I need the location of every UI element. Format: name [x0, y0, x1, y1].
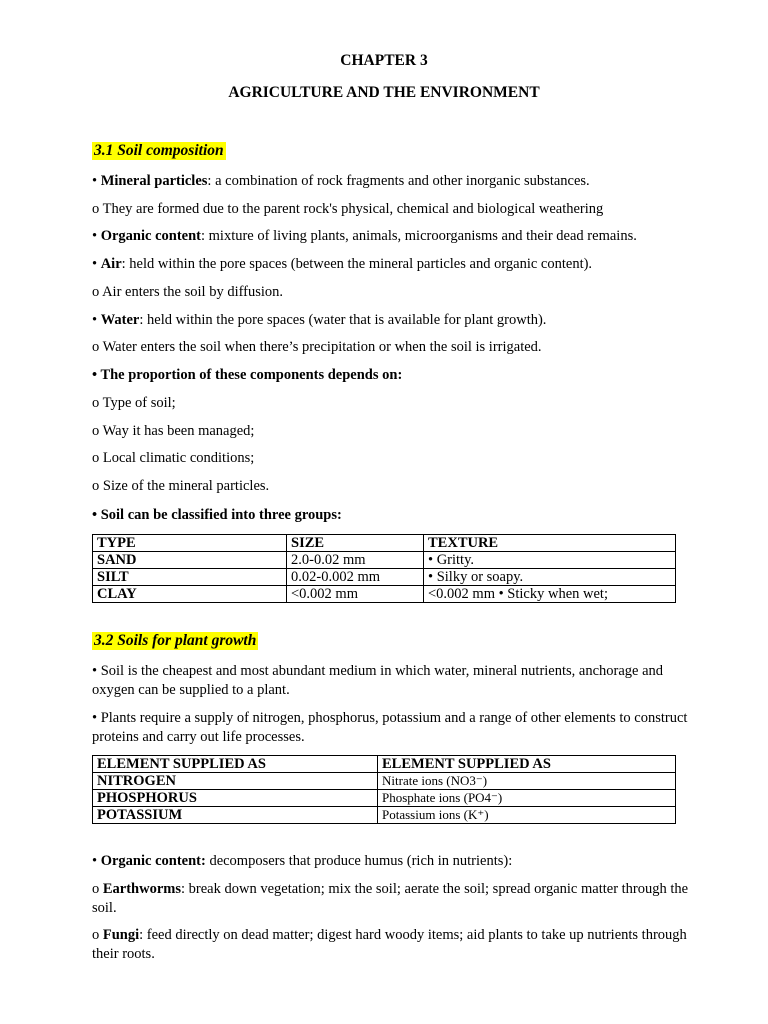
- bullet-mineral-particles: • Mineral particles: a combination of rock fragments and other inorganic substances.: [92, 173, 590, 189]
- sub-earthworms: o Earthworms: break down vegetation; mix the soil; aerate the soil; spread organic matter through the soil.: [92, 881, 689, 916]
- term-label: Air: [100, 256, 122, 272]
- term-text: : a combination of rock fragments and other inorganic substances.: [207, 173, 590, 189]
- column-header: ELEMENT SUPPLIED AS: [378, 756, 676, 773]
- term-label: Fungi: [102, 927, 140, 943]
- table-cell: PHOSPHORUS: [93, 790, 378, 807]
- classified-label: • Soil can be classified into three groups:: [92, 507, 342, 523]
- factor-item: o Local climatic conditions;: [92, 450, 255, 466]
- term-text: : break down vegetation; mix the soil; aerate the soil; spread organic matter through the soil.: [92, 881, 689, 916]
- table-cell: Phosphate ions (PO4⁻): [378, 790, 676, 807]
- term-label: Organic content: [100, 228, 201, 244]
- column-header: TEXTURE: [424, 535, 676, 552]
- term-label: Earthworms: [102, 881, 182, 897]
- sub-air-diffusion: o Air enters the soil by diffusion.: [92, 284, 284, 300]
- table-header-row: [93, 756, 676, 773]
- table-cell: 0.02-0.002 mm: [287, 569, 424, 586]
- proportion-label: • The proportion of these components depends on:: [92, 367, 403, 383]
- table-cell: <0.002 mm: [287, 586, 424, 603]
- chapter-number: CHAPTER 3: [340, 52, 428, 69]
- table-row: [93, 807, 676, 824]
- factor-item: o Way it has been managed;: [92, 423, 255, 439]
- factor-item: o Size of the mineral particles.: [92, 478, 270, 494]
- sub-water-precipitation: o Water enters the soil when there’s precipitation or when the soil is irrigated.: [92, 339, 542, 355]
- table-cell: 2.0-0.02 mm: [287, 552, 424, 569]
- section-heading-soils-plant-growth: 3.2 Soils for plant growth: [94, 632, 257, 649]
- term-text: : feed directly on dead matter; digest hard woody items; aid plants to take up nutrients through their roots.: [92, 927, 687, 962]
- table-cell: SILT: [93, 569, 287, 586]
- table-cell: Nitrate ions (NO3⁻): [378, 773, 676, 790]
- table-row: [93, 586, 676, 603]
- table-row: [93, 569, 676, 586]
- bullet-organic-content: • Organic content: mixture of living plants, animals, microorganisms and their dead remains.: [92, 228, 637, 244]
- table-cell: POTASSIUM: [93, 807, 378, 824]
- table-cell: SAND: [93, 552, 287, 569]
- term-label: Mineral particles: [100, 173, 208, 189]
- column-header: TYPE: [93, 535, 287, 552]
- bullet-organic-decomposers: • Organic content: decomposers that produce humus (rich in nutrients):: [92, 853, 513, 869]
- table-cell: • Silky or soapy.: [424, 569, 676, 586]
- section-heading-soil-composition: 3.1 Soil composition: [94, 142, 224, 159]
- term-text: decomposers that produce humus (rich in nutrients):: [205, 853, 513, 869]
- table-cell: NITROGEN: [93, 773, 378, 790]
- paragraph-plant-requirements: • Plants require a supply of nitrogen, phosphorus, potassium and a range of other elements to construct proteins and carry out life processes.: [92, 710, 688, 745]
- sub-mineral-weathering: o They are formed due to the parent rock's physical, chemical and biological weathering: [92, 201, 604, 217]
- table-cell: • Gritty.: [424, 552, 676, 569]
- table-cell: Potassium ions (K⁺): [378, 807, 676, 824]
- chapter-title: AGRICULTURE AND THE ENVIRONMENT: [228, 84, 540, 101]
- paragraph-cheapest-medium: • Soil is the cheapest and most abundant medium in which water, mineral nutrients, anchorage and oxygen can be supplied to a plant.: [92, 663, 664, 698]
- table-header-row: [93, 535, 676, 552]
- elements-table: [92, 755, 676, 824]
- sub-fungi: o Fungi: feed directly on dead matter; digest hard woody items; aid plants to take up nutrients through their roots.: [92, 927, 687, 962]
- bullet-water: • Water: held within the pore spaces (water that is available for plant growth).: [92, 312, 547, 328]
- term-text: : held within the pore spaces (between the mineral particles and organic content).: [121, 256, 593, 272]
- term-label: Organic content:: [100, 853, 206, 869]
- column-header: ELEMENT SUPPLIED AS: [93, 756, 378, 773]
- term-label: Water: [100, 312, 140, 328]
- column-header: SIZE: [287, 535, 424, 552]
- table-row: [93, 773, 676, 790]
- soil-types-table: [92, 534, 676, 603]
- table-cell: CLAY: [93, 586, 287, 603]
- table-row: [93, 790, 676, 807]
- bullet-air: • Air: held within the pore spaces (between the mineral particles and organic content).: [92, 256, 593, 272]
- table-cell: <0.002 mm • Sticky when wet;: [424, 586, 676, 603]
- term-text: : mixture of living plants, animals, microorganisms and their dead remains.: [200, 228, 637, 244]
- term-text: : held within the pore spaces (water that is available for plant growth).: [139, 312, 547, 328]
- table-row: [93, 552, 676, 569]
- factor-item: o Type of soil;: [92, 395, 176, 411]
